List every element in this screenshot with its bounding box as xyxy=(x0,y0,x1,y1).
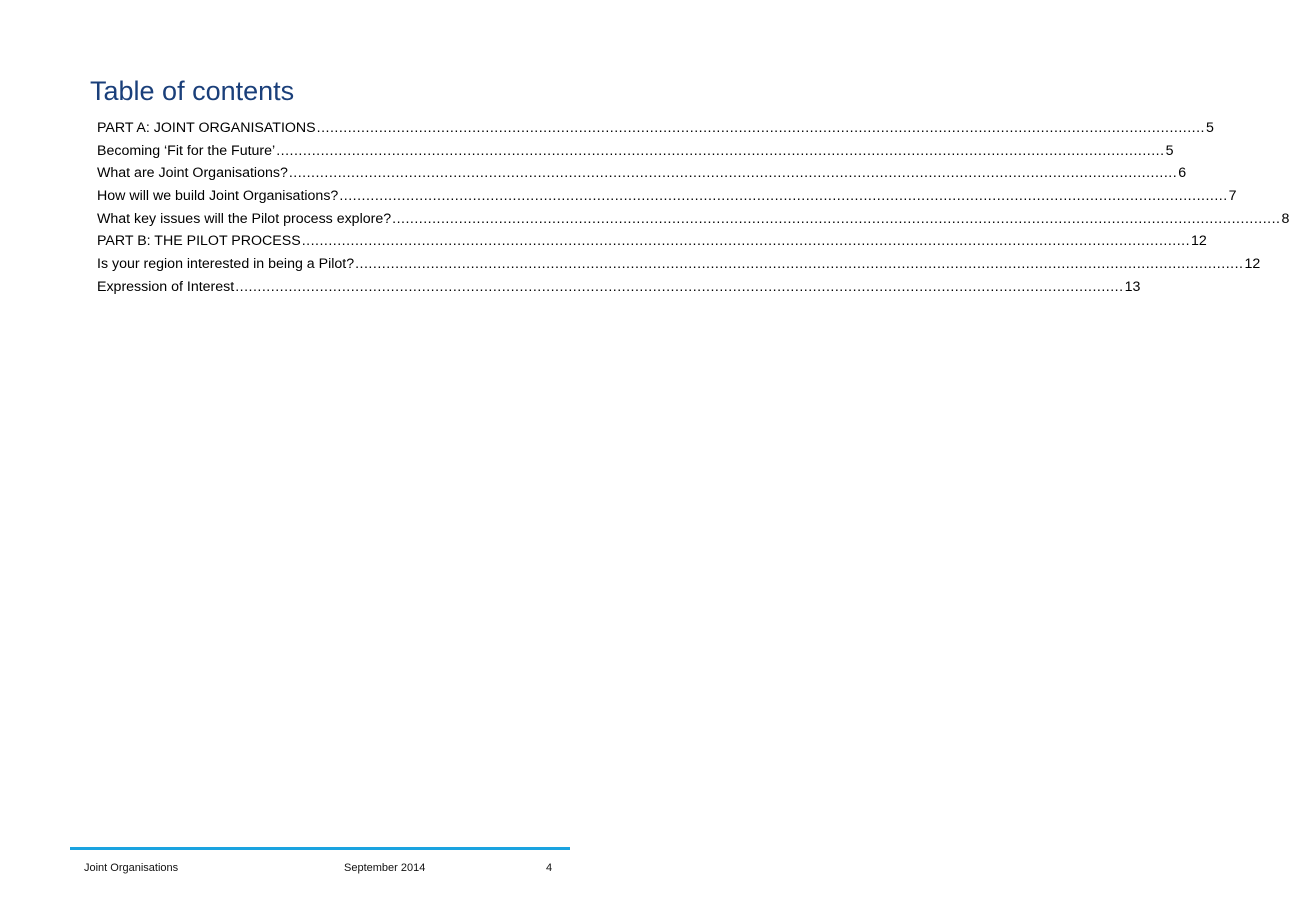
toc-entry-label: What are Joint Organisations? xyxy=(97,165,288,182)
toc-leader-dots: ........................................................................................................................................................................................................ xyxy=(339,188,1228,205)
toc-leader-dots: ........................................................................................................................................................................................................ xyxy=(392,210,1281,227)
toc-entry[interactable] xyxy=(97,253,1261,276)
footer-divider xyxy=(70,847,570,850)
page-title: Table of contents xyxy=(90,76,295,107)
toc-entry-label: PART A: JOINT ORGANISATIONS xyxy=(97,120,316,136)
toc-entry[interactable] xyxy=(97,117,1214,140)
footer-date: September 2014 xyxy=(344,862,426,874)
toc-entry-page: 6 xyxy=(1178,165,1187,182)
toc-entry-page: 8 xyxy=(1281,210,1289,227)
toc-entry-label: PART B: THE PILOT PROCESS xyxy=(97,233,301,250)
toc-entry[interactable] xyxy=(97,208,1289,231)
table-of-contents xyxy=(97,117,1289,299)
toc-entry-page: 5 xyxy=(1165,142,1174,159)
toc-entry-label: Is your region interested in being a Pilot? xyxy=(97,256,355,273)
toc-leader-dots: ........................................................................................................................................................................................................ xyxy=(316,120,1205,136)
toc-entry[interactable] xyxy=(97,140,1174,163)
toc-entry[interactable] xyxy=(97,230,1207,253)
toc-entry-page: 12 xyxy=(1244,256,1261,273)
toc-entry-label: What key issues will the Pilot process explore? xyxy=(97,210,392,227)
toc-entry-label: How will we build Joint Organisations? xyxy=(97,188,339,205)
toc-leader-dots: ........................................................................................................................................................................................................ xyxy=(301,233,1191,250)
toc-leader-dots: ........................................................................................................................................................................................................ xyxy=(288,165,1178,182)
toc-entry-label: Becoming ‘Fit for the Future’ xyxy=(97,142,276,159)
toc-entry-page: 13 xyxy=(1124,278,1141,295)
toc-entry-page: 5 xyxy=(1206,120,1214,136)
toc-entry[interactable] xyxy=(97,185,1237,208)
toc-leader-dots: ........................................................................................................................................................................................................ xyxy=(355,256,1244,273)
footer-document-title: Joint Organisations xyxy=(84,862,179,874)
toc-entry[interactable] xyxy=(97,276,1141,299)
toc-entry-page: 7 xyxy=(1228,188,1237,205)
toc-entry-label: Expression of Interest xyxy=(97,278,235,295)
toc-entry-page: 12 xyxy=(1191,233,1207,250)
toc-leader-dots: ........................................................................................................................................................................................................ xyxy=(276,142,1165,159)
toc-entry[interactable] xyxy=(97,162,1187,185)
footer-page-number: 4 xyxy=(546,862,553,874)
toc-leader-dots: ........................................................................................................................................................................................................ xyxy=(235,278,1124,295)
